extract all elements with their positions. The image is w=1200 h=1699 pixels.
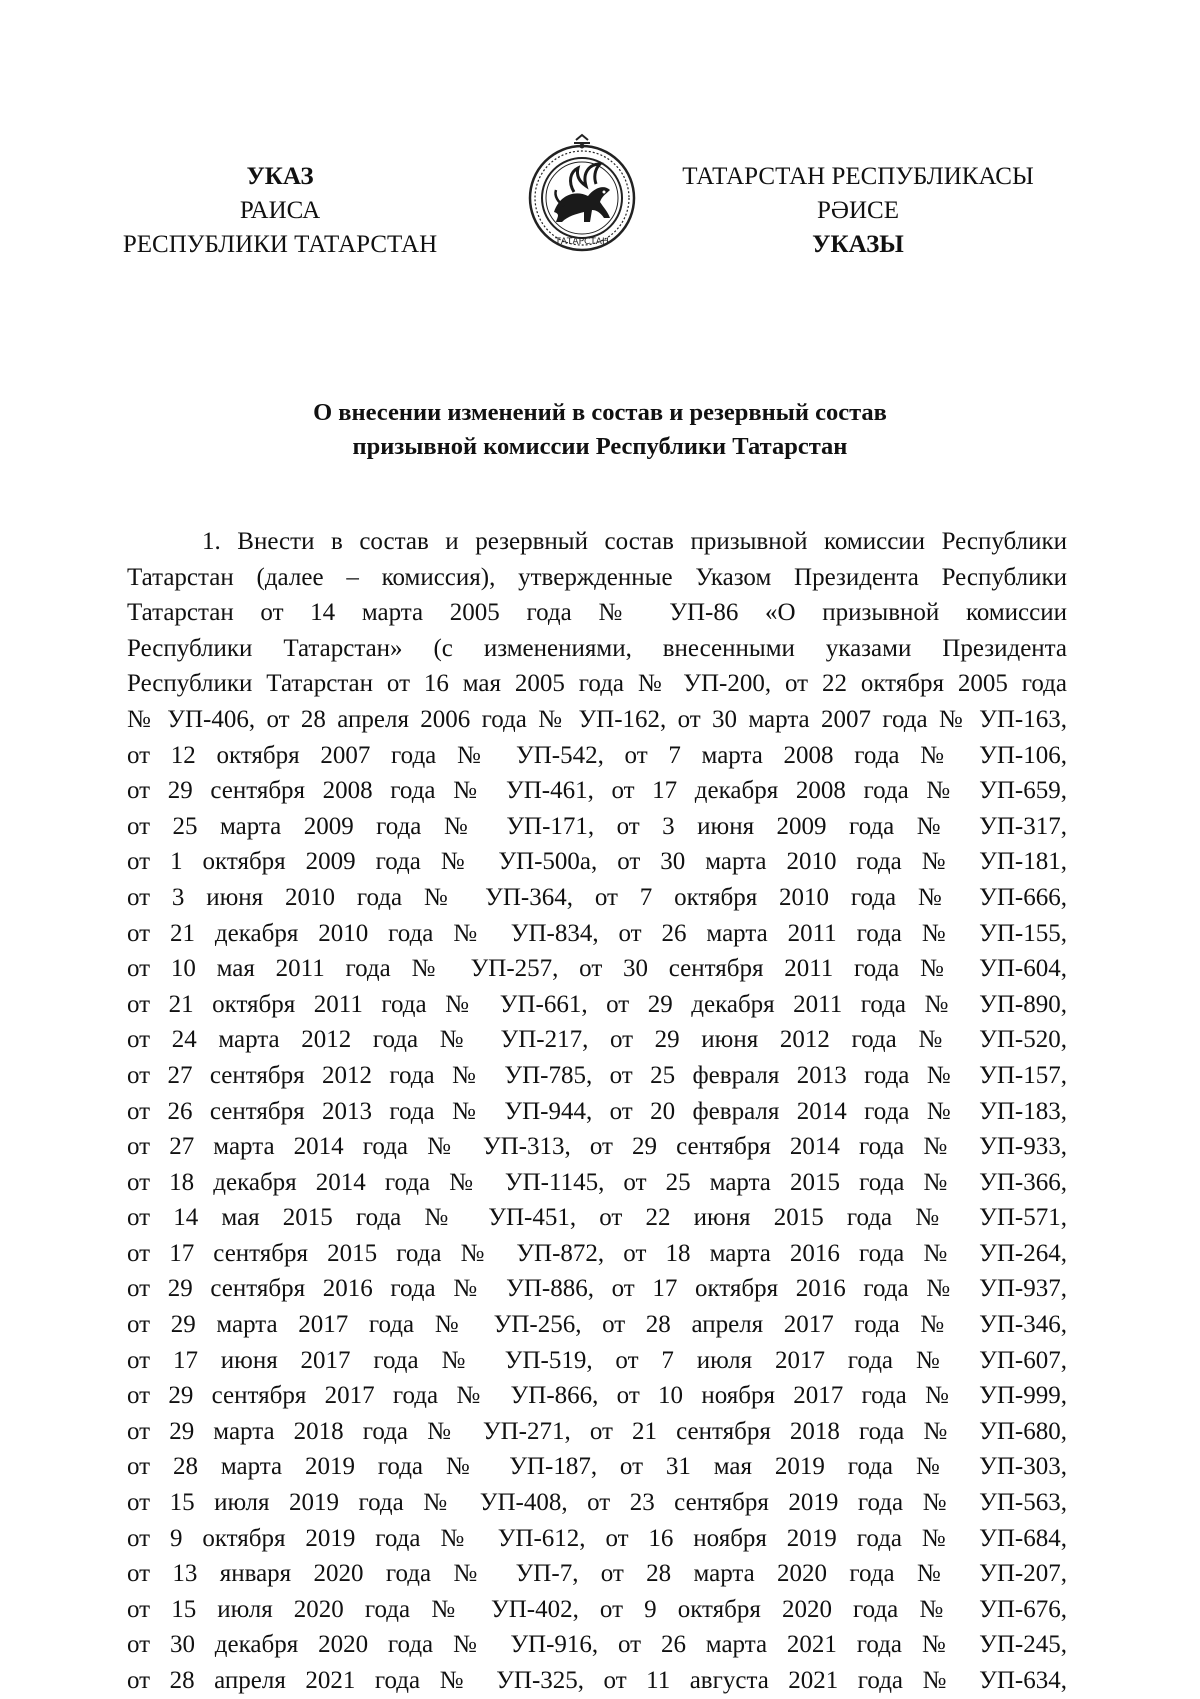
body-text-line: от 25 марта 2009 года № УП-171, от 3 июня 2009 года № УП-317, bbox=[127, 812, 1067, 840]
header-right-block bbox=[668, 160, 1048, 262]
body-text-line: Татарстан от 14 марта 2005 года № УП-86 «О призывной комиссии bbox=[127, 599, 1067, 627]
body-text-line: от 29 марта 2018 года № УП-271, от 21 сентября 2018 года № УП-680, bbox=[127, 1417, 1067, 1445]
body-text-line: от 21 декабря 2010 года № УП-834, от 26 марта 2011 года № УП-155, bbox=[127, 919, 1067, 947]
body-text-line: от 21 октября 2011 года № УП-661, от 29 декабря 2011 года № УП-890, bbox=[127, 990, 1067, 1018]
body-text-line: 1. Внести в состав и резервный состав призывной комиссии Республики bbox=[202, 528, 1067, 555]
body-text-line: от 12 октября 2007 года № УП-542, от 7 марта 2008 года № УП-106, bbox=[127, 741, 1067, 769]
body-text-line: от 28 марта 2019 года № УП-187, от 31 мая 2019 года № УП-303, bbox=[127, 1453, 1067, 1481]
header-left-title: УКАЗ bbox=[246, 163, 314, 190]
body-text-line: от 26 сентября 2013 года № УП-944, от 20 февраля 2014 года № УП-183, bbox=[127, 1097, 1067, 1125]
body-text-line: от 14 мая 2015 года № УП-451, от 22 июня 2015 года № УП-571, bbox=[127, 1204, 1067, 1232]
body-text-line: от 28 апреля 2021 года № УП-325, от 11 августа 2021 года № УП-634, bbox=[127, 1667, 1067, 1694]
body-text-line: от 17 июня 2017 года № УП-519, от 7 июля 2017 года № УП-607, bbox=[127, 1346, 1067, 1374]
body-text-line: от 13 января 2020 года № УП-7, от 28 марта 2020 года № УП-207, bbox=[127, 1560, 1067, 1588]
body-text-line: от 17 сентября 2015 года № УП-872, от 18 марта 2016 года № УП-264, bbox=[127, 1239, 1067, 1267]
body-text-line: от 3 июня 2010 года № УП-364, от 7 октября 2010 года № УП-666, bbox=[127, 883, 1067, 911]
coat-of-arms-emblem bbox=[524, 132, 640, 260]
body-text-line: от 15 июля 2020 года № УП-402, от 9 октября 2020 года № УП-676, bbox=[127, 1595, 1067, 1623]
header-left-block bbox=[100, 160, 460, 262]
body-text-line: от 29 сентября 2016 года № УП-886, от 17 октября 2016 года № УП-937, bbox=[127, 1275, 1067, 1303]
body-text-line: от 24 марта 2012 года № УП-217, от 29 июня 2012 года № УП-520, bbox=[127, 1026, 1067, 1054]
body-text-line: от 1 октября 2009 года № УП-500а, от 30 марта 2010 года № УП-181, bbox=[127, 848, 1067, 876]
header-right-title: УКАЗЫ bbox=[812, 231, 904, 258]
header-right-republic: ТАТАРСТАН РЕСПУБЛИКАСЫ bbox=[682, 163, 1034, 190]
body-text-line: от 18 декабря 2014 года № УП-1145, от 25 марта 2015 года № УП-366, bbox=[127, 1168, 1067, 1196]
document-title-line-1: О внесении изменений в состав и резервный состав bbox=[313, 399, 887, 426]
body-text-line: от 10 мая 2011 года № УП-257, от 30 сентября 2011 года № УП-604, bbox=[127, 955, 1067, 983]
svg-text:ТАТАРСТАН: ТАТАРСТАН bbox=[555, 237, 609, 247]
body-text-line: от 29 сентября 2008 года № УП-461, от 17 декабря 2008 года № УП-659, bbox=[127, 777, 1067, 805]
body-text-line: от 29 сентября 2017 года № УП-866, от 10 ноября 2017 года № УП-999, bbox=[127, 1382, 1067, 1410]
document-title bbox=[150, 396, 1050, 464]
body-text-line: от 27 сентября 2012 года № УП-785, от 25 февраля 2013 года № УП-157, bbox=[127, 1061, 1067, 1089]
decree-body bbox=[127, 524, 1067, 1699]
body-text-line: от 30 декабря 2020 года № УП-916, от 26 марта 2021 года № УП-245, bbox=[127, 1631, 1067, 1659]
header-left-republic: РЕСПУБЛИКИ ТАТАРСТАН bbox=[122, 231, 438, 258]
body-text-line: Республики Татарстан» (с изменениями, внесенными указами Президента bbox=[127, 634, 1067, 662]
body-text-line: от 27 марта 2014 года № УП-313, от 29 сентября 2014 года № УП-933, bbox=[127, 1133, 1067, 1161]
header-right-subtitle: РӘИСЕ bbox=[817, 197, 899, 224]
body-text-line: от 15 июля 2019 года № УП-408, от 23 сентября 2019 года № УП-563, bbox=[127, 1489, 1067, 1517]
body-text-line: от 9 октября 2019 года № УП-612, от 16 ноября 2019 года № УП-684, bbox=[127, 1524, 1067, 1552]
tatarstan-emblem-icon bbox=[524, 132, 640, 260]
document-title-line-2: призывной комиссии Республики Татарстан bbox=[352, 433, 848, 460]
body-text-line: Татарстан (далее – комиссия), утвержденные Указом Президента Республики bbox=[127, 563, 1067, 591]
body-text-line: от 29 марта 2017 года № УП-256, от 28 апреля 2017 года № УП-346, bbox=[127, 1311, 1067, 1339]
body-text-line: № УП-406, от 28 апреля 2006 года № УП-162, от 30 марта 2007 года № УП-163, bbox=[127, 705, 1067, 733]
header-left-subtitle: РАИСА bbox=[239, 197, 321, 224]
body-text-line: Республики Татарстан от 16 мая 2005 года № УП-200, от 22 октября 2005 года bbox=[127, 670, 1067, 698]
